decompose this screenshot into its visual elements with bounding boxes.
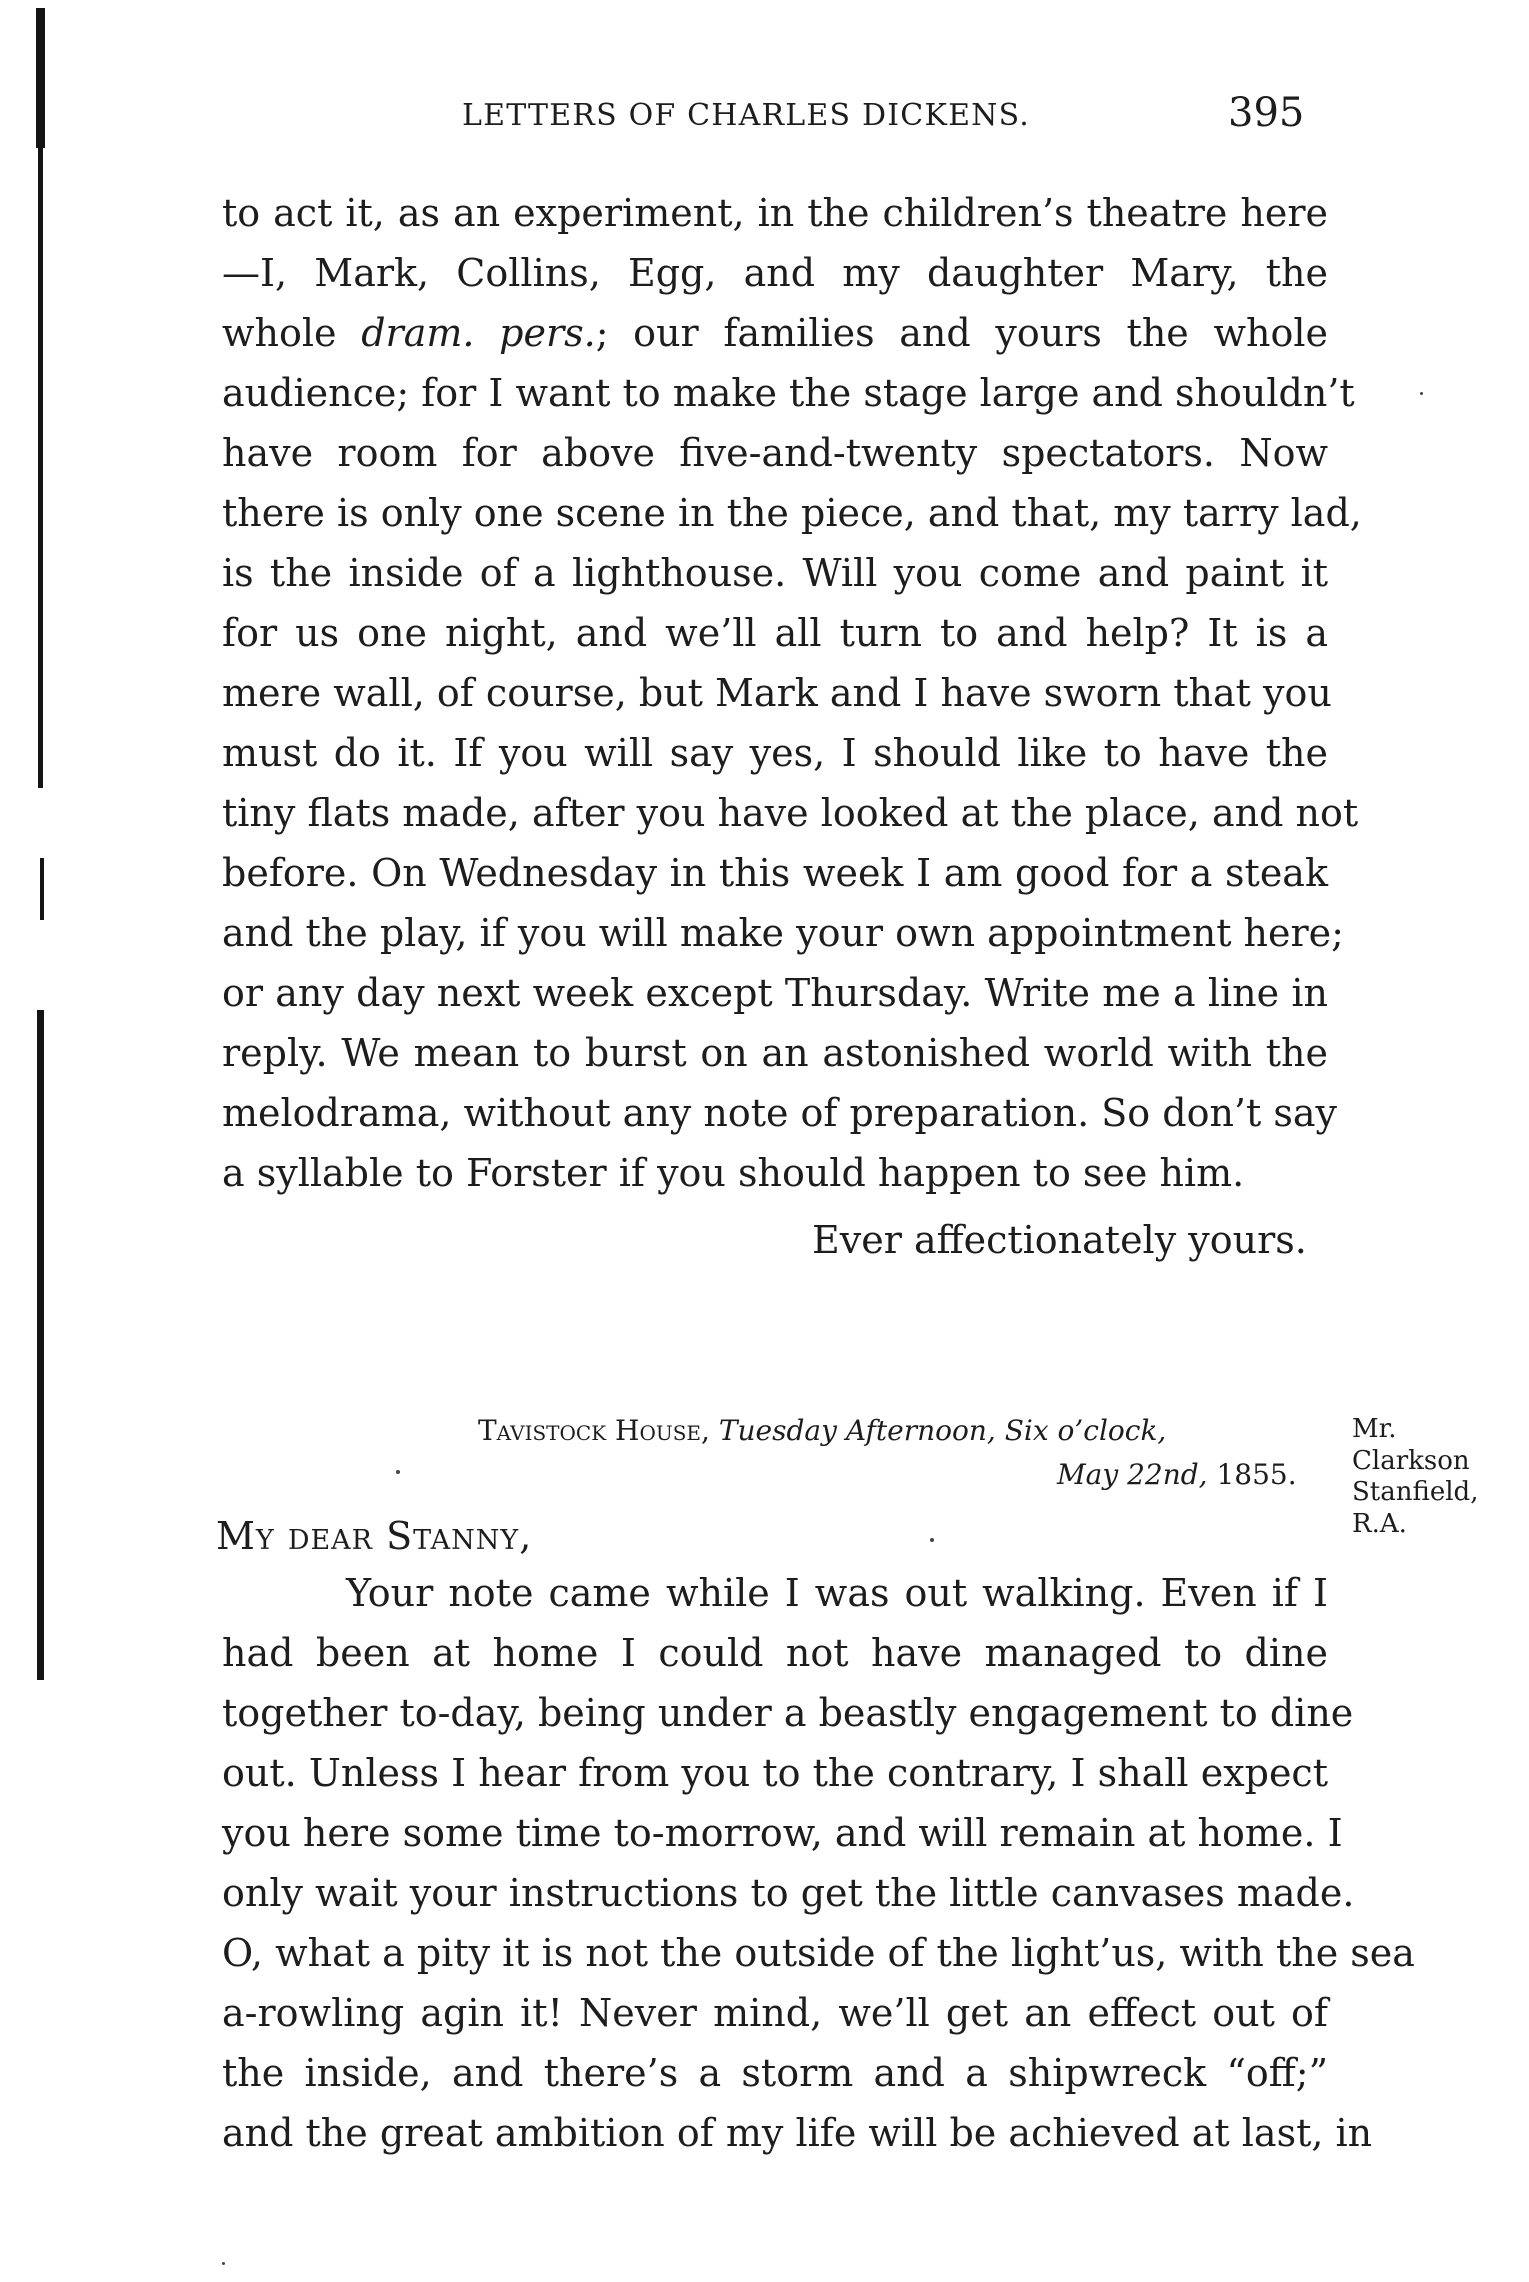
text-line: mere wall, of course, but Mark and I have sworn that you	[222, 671, 1332, 715]
text-line: for us one night, and we’ll all turn to and help? It is a	[222, 611, 1328, 655]
text-line: you here some time to-morrow, and will remain at home. I	[222, 1811, 1343, 1855]
dateline-day: May 22nd,	[1057, 1458, 1208, 1491]
text-line: and the play, if you will make your own appointment here;	[222, 911, 1344, 955]
text-line: to act it, as an experiment, in the children’s theatre here	[222, 191, 1328, 235]
text-line-italic-phrase	[222, 311, 1328, 355]
text-line-indented: Your note came while I was out walking. Even if I	[346, 1571, 1328, 1615]
binding-shadow-upper	[38, 148, 43, 788]
text-line: must do it. If you will say yes, I should like to have the	[222, 731, 1328, 775]
text-line: there is only one scene in the piece, and that, my tarry lad,	[222, 491, 1362, 535]
binding-shadow-lower	[37, 1010, 44, 1680]
text-line: or any day next week except Thursday. Write me a line in	[222, 971, 1328, 1015]
running-head-title: LETTERS OF CHARLES DICKENS.	[462, 98, 1031, 133]
text-line: reply. We mean to burst on an astonished world with the	[222, 1031, 1328, 1075]
dateline-year: 1855.	[1216, 1458, 1297, 1491]
scan-speck	[930, 1538, 934, 1542]
margin-note-line: Clarkson	[1352, 1445, 1470, 1476]
letter-signoff: Ever affectionately yours.	[812, 1218, 1307, 1262]
scan-speck	[1420, 392, 1423, 395]
text-line: had been at home I could not have managed to dine	[222, 1631, 1328, 1675]
dateline	[478, 1414, 1166, 1447]
dateline-date	[1057, 1458, 1297, 1491]
dateline-time: Tuesday Afternoon, Six o’clock,	[718, 1414, 1167, 1447]
text-line: before. On Wednesday in this week I am good for a steak	[222, 851, 1328, 895]
margin-note-line: Stanfield,	[1352, 1477, 1479, 1508]
text-line: out. Unless I hear from you to the contrary, I shall expect	[222, 1751, 1328, 1795]
dateline-place: Tavistock House,	[478, 1414, 710, 1447]
text-line: —I, Mark, Collins, Egg, and my daughter Mary, the	[222, 251, 1328, 295]
text-line: tiny flats made, after you have looked at the place, and not	[222, 791, 1359, 835]
scan-speck	[222, 2262, 225, 2265]
text-line: a-rowling agin it! Never mind, we’ll get an effect out of	[222, 1991, 1328, 2035]
text-line: only wait your instructions to get the little canvases made.	[222, 1871, 1355, 1915]
text-line: together to-day, being under a beastly engagement to dine	[222, 1691, 1354, 1735]
text-line: melodrama, without any note of preparation. So don’t say	[222, 1091, 1337, 1135]
text-fragment: whole	[222, 311, 362, 355]
margin-note-line: Mr.	[1352, 1414, 1397, 1444]
text-line: a syllable to Forster if you should happen to see him.	[222, 1151, 1245, 1195]
text-line: and the great ambition of my life will be achieved at last, in	[222, 2111, 1373, 2155]
italic-abbreviation: dram. pers.	[361, 311, 596, 355]
text-fragment: ; our families and yours the whole	[595, 311, 1328, 355]
margin-note-line: R.A.	[1352, 1509, 1407, 1540]
recipient-margin-note	[1352, 1414, 1478, 1541]
scan-speck	[396, 1470, 400, 1474]
page-number: 395	[1228, 90, 1305, 136]
binding-shadow-mid	[40, 858, 44, 920]
binding-shadow-top	[36, 8, 45, 148]
text-line: O, what a pity it is not the outside of the light’us, with the sea	[222, 1931, 1415, 1975]
text-line: is the inside of a lighthouse. Will you come and paint it	[222, 551, 1328, 595]
salutation: My dear Stanny,	[216, 1514, 533, 1558]
text-line: the inside, and there’s a storm and a shipwreck “off;”	[222, 2051, 1328, 2095]
text-line: have room for above five-and-twenty spectators. Now	[222, 431, 1328, 475]
text-line: audience; for I want to make the stage large and shouldn’t	[222, 371, 1355, 415]
